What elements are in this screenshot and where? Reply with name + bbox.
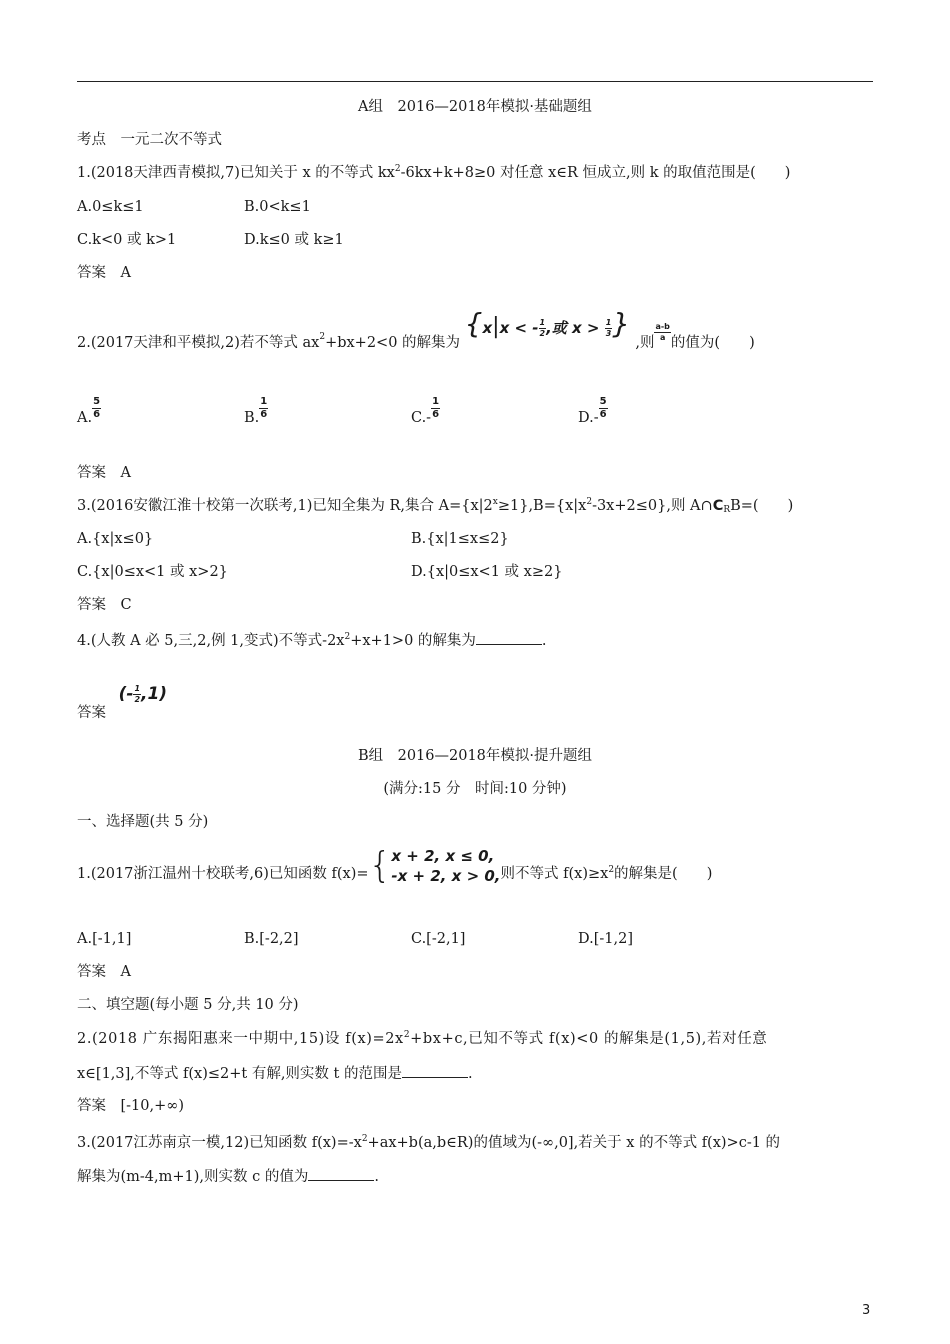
group-a-title: A组 2016—2018年模拟·基础题组: [358, 99, 592, 115]
question-b2-line2: x∈[1,3],不等式 f(x)≤2+t 有解,则实数 t 的范围是 .: [77, 1063, 473, 1084]
question-a2: 2.(2017天津和平模拟,2)若不等式 $ax^2+bx+2<0$ 的解集为 {x|x < - $\frac{1}{2}$ ,或 x > $\frac{1}{3}$ } ,则 $\frac{a-b}{a}$ 的值为( ): [77, 307, 755, 351]
answer-b1: 答案 A: [77, 964, 131, 980]
option-a1-a: A.0≤k≤1: [77, 199, 144, 215]
question-b3-line1: 3.(2017江苏南京一模,12)已知函数 $f(x)=-x^2+ax+b(a,b\in R)$的值域为(-∞,0],若关于 x 的不等式 f(x)>c-1 的: [77, 1134, 781, 1151]
option-a3-d: D.{x|0≤x<1 或 x≥2}: [411, 564, 563, 580]
option-a1-c: C.k<0 或 k>1: [77, 232, 177, 248]
option-a2-a: A. $\frac{5}{6}$: [77, 396, 101, 426]
option-a3-b: B.{x|1≤x≤2}: [411, 531, 509, 547]
fraction-a-minus-b-over-a: $\frac{a-b}{a}$: [655, 322, 670, 342]
answer-a4: 答案 (- $\frac{1}{2}$ ,1): [77, 683, 168, 721]
answer-blank: [476, 630, 542, 645]
answer-b2: 答案 [-10,+∞): [77, 1098, 185, 1114]
question-b1: 1.(2017浙江温州十校联考,6)已知函数 f(x)={ x + 2, x ≤ 0, -x + 2, x > 0, 则不等式 $f(x)\ge x^2$的解集是( ): [77, 845, 713, 886]
group-b-subtitle: (满分:15 分 时间:10 分钟): [383, 781, 567, 797]
piecewise-function: { x + 2, x ≤ 0, -x + 2, x > 0,: [368, 845, 501, 886]
question-a1: 1.(2018天津西青模拟,7)已知关于 x 的不等式 $kx^2-6kx+k+8\ge 0$ 对任意 x∈R 恒成立,则 k 的取值范围是( ): [77, 164, 791, 181]
header-rule: [77, 81, 873, 82]
option-a2-b: B. $\frac{1}{6}$: [244, 396, 268, 426]
topic-heading: 考点 一元二次不等式: [77, 132, 222, 148]
answer-a3: 答案 C: [77, 597, 132, 613]
question-a4: 4.(人教 A 必 5,三,2,例 1,变式)不等式$-2x^2+x+1>0$ 的解集为 .: [77, 632, 547, 649]
question-a3: 3.(2016安徽江淮十校第一次联考,1)已知全集为 R,集合 $A=\{x|2^x\ge 1\},B=\{x|x^2-3x+2\le 0\}$,则 $A\cap C_RB=$( ): [77, 497, 794, 515]
option-b1-b: B.[-2,2]: [244, 931, 299, 947]
question-b2-line1: 2.(2018 广东揭阳惠来一中期中,15)设 $f(x)=2x^2+bx+c$,已知不等式 f(x)<0 的解集是(1,5),若对任意: [77, 1030, 768, 1047]
solution-set-expression: {x|x < - $\frac{1}{2}$ ,或 x > $\frac{1}{3}$ }: [464, 307, 631, 340]
group-b-title: B组 2016—2018年模拟·提升题组: [357, 748, 593, 764]
answer-blank: [402, 1063, 468, 1078]
option-a2-c: C.- $\frac{1}{6}$: [411, 396, 440, 426]
question-b3-line2: 解集为(m-4,m+1),则实数 c 的值为 .: [77, 1166, 379, 1187]
answer-a2: 答案 A: [77, 465, 131, 481]
option-a3-a: A.{x|x≤0}: [77, 531, 154, 547]
section-fill-heading: 二、填空题(每小题 5 分,共 10 分): [77, 997, 299, 1013]
option-a1-b: B.0<k≤1: [244, 199, 311, 215]
page-number: 3: [862, 1303, 871, 1318]
answer-blank: [308, 1166, 374, 1181]
option-a2-d: D.- $\frac{5}{6}$: [578, 396, 607, 426]
option-b1-a: A.[-1,1]: [77, 931, 132, 947]
option-a1-d: D.k≤0 或 k≥1: [244, 232, 344, 248]
option-b1-d: D.[-1,2]: [578, 931, 633, 947]
answer-a1: 答案 A: [77, 265, 131, 281]
option-a3-c: C.{x|0≤x<1 或 x>2}: [77, 564, 228, 580]
section-choice-heading: 一、选择题(共 5 分): [77, 814, 209, 830]
option-b1-c: C.[-2,1]: [411, 931, 466, 947]
